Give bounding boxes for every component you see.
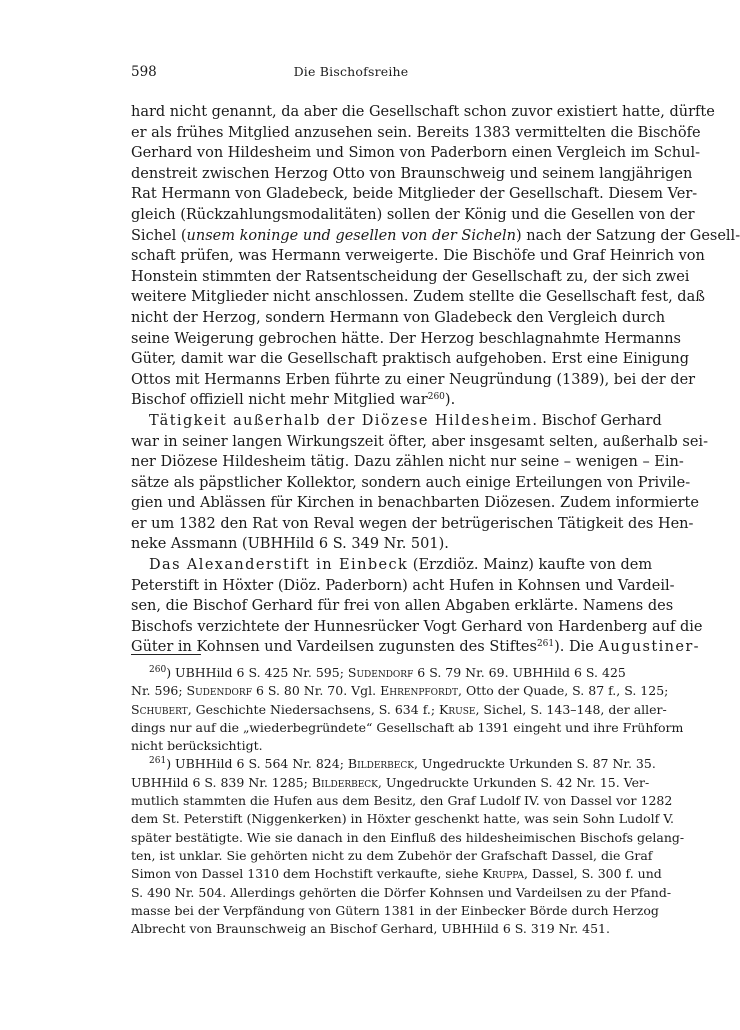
text-run: Albrecht von Braunschweig an Bischof Gerhard, UBHHild 6 S. 319 Nr. 451. — [131, 921, 610, 937]
text-run: 6 S. 79 Nr. 69. UBHHild 6 S. 425 — [413, 665, 626, 680]
footnote-line — [131, 829, 685, 847]
footnote-line — [131, 865, 662, 883]
text-line — [131, 102, 715, 123]
footnote-line — [131, 847, 653, 865]
text-run: Honstein stimmten der Ratsentscheidung der Gesellschaft zu, der sich zwei — [131, 268, 690, 285]
text-run: Güter, damit war die Gesellschaft praktisch aufgehoben. Erst eine Einigung — [131, 351, 690, 368]
footnote-line — [131, 737, 571, 755]
text-line — [131, 370, 696, 391]
text-run: weitere Mitglieder nicht anschlossen. Zudem stellte die Gesellschaft fest, daß — [131, 289, 705, 306]
text-run: (Erzdiöz. Mainz) kaufte von dem — [408, 557, 653, 574]
text-run: Simon von Dassel 1310 dem Hochstift verkaufte, siehe — [131, 866, 483, 882]
text-run: Ottos mit Hermanns Erben führte zu einer Neugründung (1389), bei der der — [131, 371, 696, 388]
text-run: Sudendorf — [347, 665, 414, 680]
footnote-line — [131, 774, 650, 792]
text-run: Kruppa — [482, 866, 525, 882]
footnote-line — [131, 810, 675, 828]
text-run: ) nach der Satzung der Gesell- — [516, 227, 740, 244]
footnote-line — [131, 884, 672, 902]
text-run: gleich (Rückzahlungsmodalitäten) sollen der König und die Gesellen von der — [131, 206, 695, 223]
text-run: er um 1382 den Rat von Reval wegen der betrügerischen Tätigkeit des Hen- — [131, 515, 694, 532]
text-run: Das Alexanderstift in Einbeck — [149, 557, 409, 574]
text-line — [131, 267, 690, 288]
text-run: Rat Hermann von Gladebeck, beide Mitglieder der Gesellschaft. Diesem Ver- — [131, 186, 698, 203]
footnote-separator — [131, 654, 201, 655]
text-line — [131, 308, 666, 329]
text-run: Kruse — [439, 701, 476, 717]
text-run: unsem koninge und gesellen von der Sicheln — [186, 227, 516, 244]
text-line — [131, 329, 681, 350]
text-line — [131, 534, 571, 555]
text-run: dings nur auf die „wiederbegründete“ Gesellschaft ab 1391 eingeht und ihre Frühform — [131, 719, 684, 735]
text-line — [131, 246, 705, 267]
text-run: Güter in Kohnsen und Vardeilsen zugunsten des Stiftes — [131, 639, 537, 656]
text-run: seine Weigerung gebrochen hätte. Der Herzog beschlagnahmte Hermanns — [131, 330, 681, 347]
text-run: , Geschichte Niedersachsens, S. 634 f.; — [187, 701, 440, 717]
text-run: ner Diözese Hildesheim tätig. Dazu zählen nicht nur seine – wenigen – Ein- — [131, 454, 684, 471]
text-run: S. 490 Nr. 504. Allerdings gehörten die Dörfer Kohnsen und Vardeilsen zu der Pfand- — [131, 884, 672, 900]
text-run: Ehrenpfordt — [380, 683, 458, 699]
text-run: neke Assmann (UBHHild 6 S. 349 Nr. 501). — [131, 536, 449, 553]
text-run: Bilderbeck — [311, 774, 378, 790]
text-line — [131, 473, 691, 494]
text-run: UBHHild 6 S. 839 Nr. 1285; — [131, 774, 312, 790]
text-run: ). Die — [554, 639, 599, 656]
page-number: 598 — [131, 64, 157, 80]
footnote-marker: 260 — [427, 392, 445, 403]
footnote-line — [131, 755, 656, 773]
page-header — [131, 64, 571, 84]
text-line — [131, 555, 653, 576]
text-run: nicht berücksichtigt. — [131, 738, 263, 754]
footnote-line — [131, 902, 659, 920]
text-run: ). — [444, 392, 456, 409]
footnote-marker: 261 — [536, 639, 555, 650]
text-run: Augustiner- — [598, 639, 700, 656]
text-run: ten, ist unklar. Sie gehörten nicht zu dem Zubehör der Grafschaft Dassel, die Graf — [131, 847, 653, 863]
text-run: Bilderbeck — [347, 756, 414, 772]
footnote-line — [131, 664, 626, 682]
text-line — [131, 390, 571, 411]
footnote-line — [131, 682, 669, 700]
text-run: schaft prüfen, was Hermann verweigerte. Die Bischöfe und Graf Heinrich von — [131, 248, 705, 265]
text-line — [131, 514, 694, 535]
text-run: 6 S. 80 Nr. 70. Vgl. — [251, 683, 381, 699]
text-run: , Ungedruckte Urkunden S. 87 Nr. 35. — [413, 756, 656, 772]
text-line — [131, 576, 675, 597]
footnote-line — [131, 701, 667, 719]
footnote-marker: 260 — [149, 665, 167, 675]
text-line — [131, 493, 699, 514]
text-run: Bischof offiziell nicht mehr Mitglied war — [131, 392, 428, 409]
text-line — [131, 596, 674, 617]
text-run: später bestätigte. Wie sie danach in den Einfluß des hildesheimischen Bischofs gelang- — [131, 829, 685, 845]
text-run: Nr. 596; — [131, 683, 187, 699]
text-line — [131, 123, 701, 144]
text-run: gien und Ablässen für Kirchen in benachbarten Diözesen. Zudem informierte — [131, 495, 699, 512]
footnote-line — [131, 719, 684, 737]
text-run: , Ungedruckte Urkunden S. 42 Nr. 15. Ver- — [377, 774, 650, 790]
text-run: sen, die Bischof Gerhard für frei von allen Abgaben erklärte. Namens des — [131, 598, 674, 615]
text-run: masse bei der Verpfändung von Gütern 1381 in der Einbecker Börde durch Herzog — [131, 902, 659, 918]
text-run: Sichel ( — [131, 227, 187, 244]
text-run: war in seiner langen Wirkungszeit öfter, aber insgesamt selten, außerhalb sei- — [131, 433, 708, 450]
text-run: Tätigkeit außerhalb der Diözese Hildesheim — [149, 412, 533, 429]
text-line — [131, 287, 705, 308]
text-run: ) UBHHild 6 S. 425 Nr. 595; — [166, 665, 348, 680]
text-run: Schubert — [131, 701, 188, 717]
text-run: hard nicht genannt, da aber die Gesellschaft schon zuvor existiert hatte, dürfte — [131, 104, 715, 120]
text-line — [131, 184, 698, 205]
running-title: Die Bischofsreihe — [293, 64, 409, 79]
text-run: nicht der Herzog, sondern Hermann von Gladebeck den Vergleich durch — [131, 309, 666, 326]
text-line — [131, 205, 695, 226]
text-line — [131, 143, 700, 164]
footnote-line — [131, 920, 610, 938]
text-line — [131, 226, 740, 247]
text-run: Gerhard von Hildesheim und Simon von Paderborn einen Vergleich im Schul- — [131, 145, 700, 162]
main-text — [131, 102, 740, 658]
text-line — [131, 349, 690, 370]
text-line — [131, 411, 662, 432]
text-line — [131, 452, 684, 473]
text-run: , Dassel, S. 300 f. und — [524, 866, 662, 882]
text-run: ) UBHHild 6 S. 564 Nr. 824; — [166, 756, 348, 772]
footnote-marker: 261 — [149, 756, 167, 767]
text-run: sätze als päpstlicher Kollektor, sondern auch einige Erteilungen von Privile- — [131, 474, 691, 491]
text-run: , Otto der Quade, S. 87 f., S. 125; — [458, 683, 669, 699]
footnote-line — [131, 792, 673, 810]
text-run: er als frühes Mitglied anzusehen sein. Bereits 1383 vermittelten die Bischöfe — [131, 124, 701, 141]
text-line — [131, 432, 708, 453]
footnotes — [131, 664, 685, 938]
text-line — [131, 617, 703, 638]
text-run: dem St. Peterstift (Niggenkerken) in Höxter geschenkt hatte, was sein Sohn Ludolf V. — [131, 811, 675, 827]
text-run: . Bischof Gerhard — [532, 412, 662, 429]
text-line — [131, 164, 693, 185]
text-run: Peterstift in Höxter (Diöz. Paderborn) acht Hufen in Kohnsen und Vardeil- — [131, 577, 675, 594]
text-run: Sudendorf — [186, 683, 252, 699]
text-run: mutlich stammten die Hufen aus dem Besitz, den Graf Ludolf IV. von Dassel vor 1282 — [131, 793, 673, 809]
text-run: denstreit zwischen Herzog Otto von Braunschweig und seinem langjährigen — [131, 165, 693, 182]
text-run: , Sichel, S. 143–148, der aller- — [475, 701, 667, 717]
text-run: Bischofs verzichtete der Hunnesrücker Vogt Gerhard von Hardenberg auf die — [131, 618, 703, 635]
